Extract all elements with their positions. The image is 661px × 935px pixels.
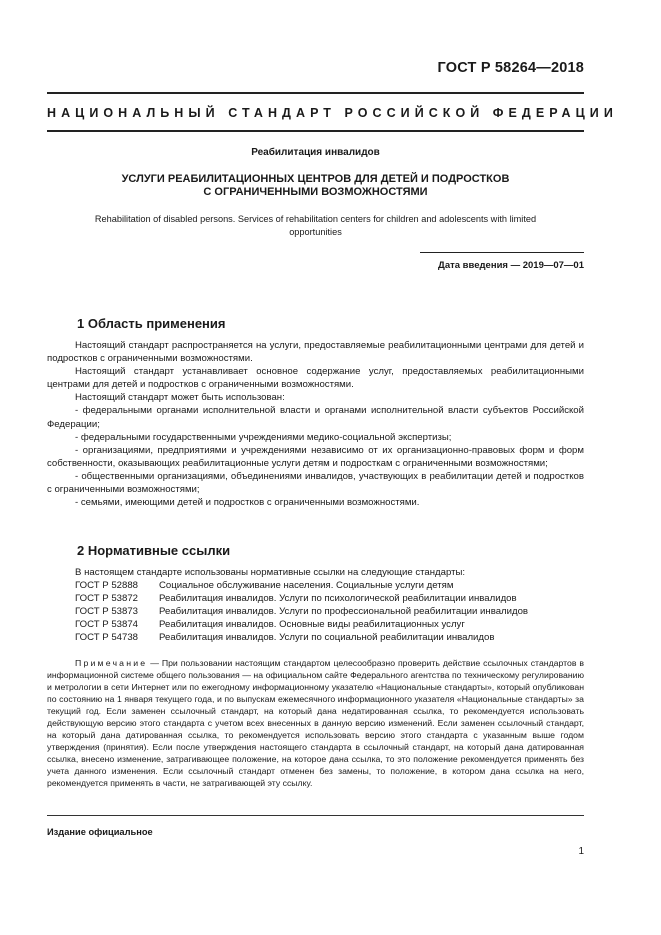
standard-code: ГОСТ Р 58264—2018 bbox=[437, 60, 584, 76]
edition-label: Издание официальное bbox=[47, 827, 153, 837]
national-banner: НАЦИОНАЛЬНЫЙ СТАНДАРТ РОССИЙСКОЙ ФЕДЕРАЦИИ bbox=[47, 106, 618, 120]
group-title: Реабилитация инвалидов bbox=[251, 147, 380, 158]
main-title-line-2: С ОГРАНИЧЕННЫМИ ВОЗМОЖНОСТЯМИ bbox=[203, 186, 428, 198]
reference-row bbox=[75, 618, 528, 631]
paragraph: Настоящий стандарт устанавливает основное содержание услуг, предоставляемых реабилитационными центрами для детей и подростков с ограниченными возможностями. bbox=[47, 366, 584, 391]
references-intro: В настоящем стандарте использованы нормативные ссылки на следующие стандарты: bbox=[75, 567, 466, 578]
reference-row bbox=[75, 631, 528, 644]
main-title-line-1: УСЛУГИ РЕАБИЛИТАЦИОННЫХ ЦЕНТРОВ ДЛЯ ДЕТЕЙ И ПОДРОСТКОВ bbox=[121, 173, 510, 185]
reference-code: ГОСТ Р 54738 bbox=[75, 632, 138, 644]
paragraph: Настоящий стандарт может быть использован: bbox=[75, 392, 285, 404]
section-2-heading: 2 Нормативные ссылки bbox=[77, 543, 231, 558]
reference-code: ГОСТ Р 53872 bbox=[75, 593, 138, 605]
page-number: 1 bbox=[578, 846, 584, 857]
list-item: - федеральными государственными учреждениями медико-социальной экспертизы; bbox=[75, 431, 452, 443]
paragraph: Настоящий стандарт распространяется на услуги, предоставляемые реабилитационными центрами для детей и подростков с ограниченными возможностями. bbox=[47, 340, 584, 365]
main-title bbox=[47, 173, 584, 199]
footer-rule bbox=[47, 815, 584, 816]
header-rule-top bbox=[47, 92, 584, 94]
section-1-body bbox=[47, 339, 584, 509]
note-label: Примечание bbox=[75, 658, 148, 668]
references-note bbox=[47, 657, 584, 789]
list-item: - семьями, имеющими детей и подростков с ограниченными возможностями. bbox=[75, 497, 420, 509]
reference-title: Реабилитация инвалидов. Услуги по психологической реабилитации инвалидов bbox=[159, 593, 517, 605]
reference-row bbox=[75, 579, 528, 592]
reference-code: ГОСТ Р 53874 bbox=[75, 619, 138, 631]
reference-title: Социальное обслуживание населения. Социальные услуги детям bbox=[159, 580, 454, 592]
header-rule-bottom bbox=[47, 130, 584, 132]
list-item: - организациями, предприятиями и учреждениями независимо от их организационно-правовых форм и форм собственности, оказывающих реабилитационные услуги детям и подросткам с ограниченными возможностями; bbox=[47, 444, 584, 469]
reference-title: Реабилитация инвалидов. Услуги по профессиональной реабилитации инвалидов bbox=[159, 606, 529, 618]
reference-code: ГОСТ Р 53873 bbox=[75, 606, 138, 618]
section-1-heading: 1 Область применения bbox=[77, 316, 226, 331]
list-item: - общественными организациями, объединениями инвалидов, участвующих в реабилитации детей и подростков с ограниченными возможностями; bbox=[47, 470, 584, 496]
note-text: — При пользовании настоящим стандартом целесообразно проверить действие ссылочных стандартов в информационной системе общего пользования — на официальном сайте Федерального агентства по техническому регулированию и метрологии в сети Интернет или по ежегодному информационному указателю «Национальные стандарты», который опубликован по состоянию на 1 января текущего года, и по выпускам ежемесячного информационного указателя «Национальные стандарты» за текущий год. Если заменен ссылочный стандарт, на который дана недатированная ссылка, то рекомендуется использовать действующую версию этого стандарта с учетом всех внесенных в данную версию изменений. Если заменен ссылочный стандарт, на который дана датированная ссылка, то рекомендуется использовать версию этого стандарта с указанным выше годом утверждения (принятия). Если после утверждения настоящего стандарта в ссылочный стандарт, на который дана датированная ссылка, внесено изменение, затрагивающее положение, на которое дана ссылка, то это положение рекомендуется применять без учета данного изменения. Если ссылочный стандарт отменен без замены, то положение, в котором дана ссылка на него, рекомендуется применять в части, не затрагивающей эту ссылку. bbox=[47, 658, 584, 788]
normative-references bbox=[75, 566, 528, 645]
reference-title: Реабилитация инвалидов. Услуги по социальной реабилитации инвалидов bbox=[159, 632, 495, 644]
reference-row bbox=[75, 592, 528, 605]
list-item: - федеральными органами исполнительной власти и органами исполнительной власти субъектов Российской Федерации; bbox=[47, 405, 584, 430]
reference-title: Реабилитация инвалидов. Основные виды реабилитационных услуг bbox=[159, 619, 465, 631]
reference-row bbox=[75, 605, 528, 618]
introduction-date: Дата введения — 2019—07—01 bbox=[438, 260, 584, 271]
english-title: Rehabilitation of disabled persons. Services of rehabilitation centers for children and adolescents with limited opportunities bbox=[94, 214, 537, 237]
reference-code: ГОСТ Р 52888 bbox=[75, 580, 138, 592]
date-rule bbox=[420, 252, 584, 253]
